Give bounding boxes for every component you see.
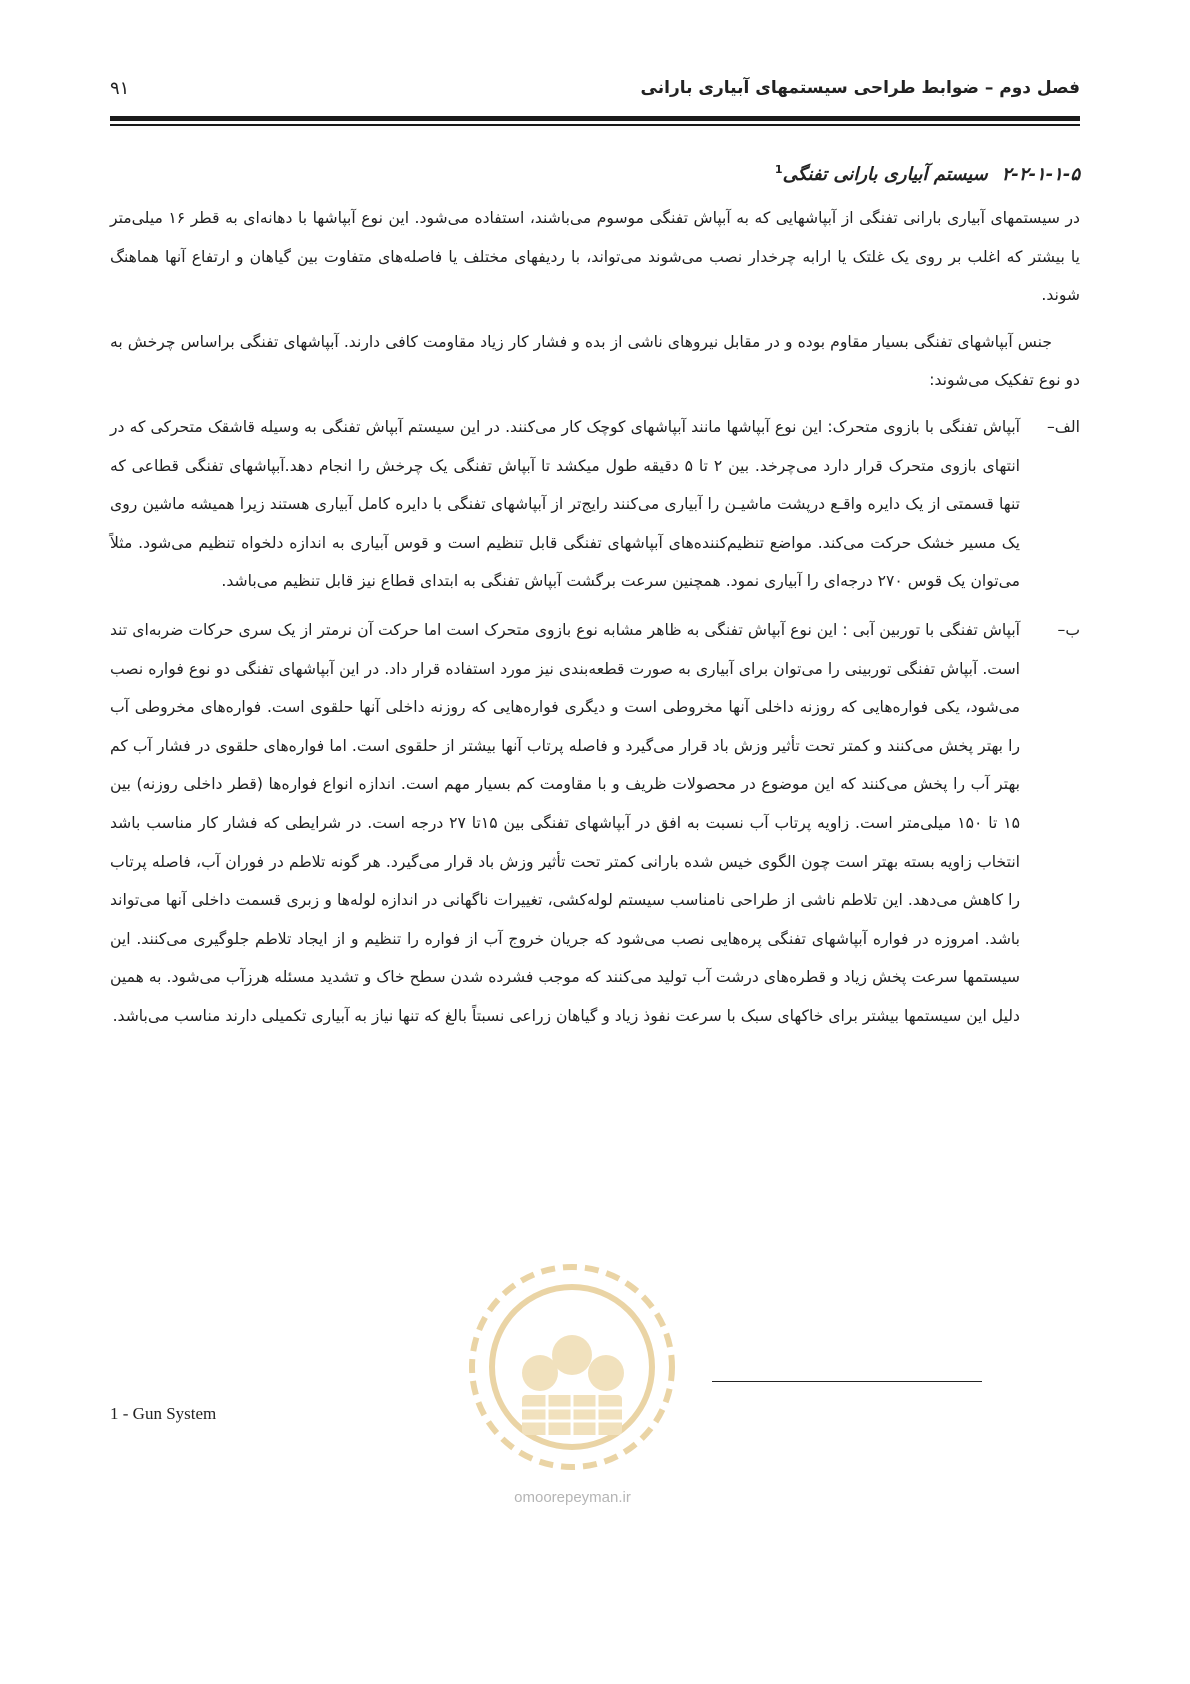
- section-heading: [110, 150, 1080, 195]
- footnote-reference: 1: [774, 163, 783, 176]
- omoorepeyman-logo-icon: [460, 1255, 685, 1480]
- paragraph: در سیستمهای آبیاری بارانی تفنگی از آبپاشهایی که به آبپاش تفنگی موسوم می‌باشند، استفاده می‌شود. این نوع آبپاشها با دهانه‌ای به قطر ۱۶ میلی‌متر یا بیشتر که اغلب بر روی یک غلتک یا ارابه چرخدار نصب می‌شوند می‌تواند، با ردیفهای مختلف یا فاصله‌های متفاوت بین گیاهان و ارتفاع آنها هماهنگ شوند.: [110, 209, 1080, 305]
- section-title: سیستم آبیاری بارانی تفنگی: [782, 164, 988, 185]
- list-item-marker: الف–: [1046, 417, 1080, 436]
- list-item-text: آبپاش تفنگی با بازوی متحرک: این نوع آبپاشها مانند آبپاشهای کوچک کار می‌کنند. در این سیستم آبپاش تفنگی به وسیله قاشقک متحرکی که در انتهای بازوی متحرک قرار دارد می‌چرخد. بین ۲ تا ۵ دقیقه طول میکشد تا آبپاش تفنگی یک چرخش را انجام دهد.آبپاشهای تفنگی قطاعی که تنها قسمتی از یک دایره واقـع درپشت ماشیـن را آبیاری می‌کنند رایج‌تر از آبپاشهای تفنگی با دایره کامل آبیاری هستند زیرا همیشه ماشین روی یک مسیر خشک حرکت می‌کند. مواضع تنظیم‌کننده‌های آبپاشهای تفنگی قابل تنظیم است و قوس آبیاری به اندازه دلخواه تنظیم می‌شود. مثلاً می‌توان یک قوس ۲۷۰ درجه‌ای را آبیاری نمود. همچنین سرعت برگشت آبپاش تفنگی به ابتدای قطاع نیز قابل تنظیم می‌باشد.: [110, 417, 1021, 591]
- footnote-rule: [712, 1381, 982, 1382]
- section-number: ۲-۲-۱-۱-۵: [1001, 164, 1080, 185]
- list-item: [110, 408, 1080, 601]
- list-item-marker: ب–: [1057, 620, 1080, 639]
- list-item-text: آبپاش تفنگی با توربین آبی : این نوع آبپاش تفنگی به ظاهر مشابه نوع بازوی متحرک است اما حرکت آن نرمتر از یک سری حرکات ضربه‌ای تند است. آبپاش تفنگی توربینی را می‌توان برای آبیاری به صورت قطعه‌بندی نیز مورد استفاده قرار داد. در این آبپاشهای تفنگی دو نوع فواره نصب می‌شود، یکی فواره‌هایی که روزنه داخلی آنها مخروطی است و دیگری فواره‌هایی که روزنه داخلی آنها حلقوی است. فواره‌های مخروطی آب را بهتر پخش می‌کنند و کمتر تحت تأثیر وزش باد قرار می‌گیرد و فاصله پرتاب آنها بیشتر از حلقوی است. اما فواره‌های حلقوی در فشار آب کم بهتر آب را پخش می‌کنند که این موضوع در محصولات ظریف و با مقاومت کم بسیار مهم است. اندازه انواع فواره‌ها (قطر داخلی روزنه) بین ۱۵ تا ۱۵۰ میلی‌متر است. زاویه پرتاب آب نسبت به افق در آبپاشهای تفنگی بین ۱۵تا ۲۷ درجه است. در شرایطی که فشار کار مناسب باشد انتخاب زاویه بسته بهتر است چون الگوی خیس شده بارانی کمتر تحت تأثیر وزش باد قرار می‌گیرد. هر گونه تلاطم در فوران آب، فاصله پرتاب را کاهش می‌دهد. این تلاطم ناشی از طراحی نامناسب سیستم لوله‌کشی، تغییرات ناگهانی در اندازه لوله‌ها و زبری قسمت داخلی آنها می‌تواند باشد. امروزه در فواره آبپاشهای تفنگی پره‌هایی نصب می‌شود که جریان خروج آب از فواره را تنظیم و از ایجاد تلاطم جلوگیری می‌کنند. این سیستمها سرعت پخش زیاد و قطره‌های درشت آب تولید می‌کنند که موجب فشرده شدن سطح خاک و تشدید مسئله هرزآب می‌شود. به همین دلیل این سیستمها بیشتر برای خاکهای سبک با سرعت نفوذ زیاد و گیاهان زراعی نسبتاً بالغ که تنها نیاز به آبیاری تکمیلی دارند مناسب می‌باشد.: [110, 620, 1020, 1025]
- list-item: [110, 611, 1080, 1036]
- header-rule-thin: [110, 124, 1080, 126]
- header-rule-thick: [110, 116, 1080, 121]
- paragraph: جنس آبپاشهای تفنگی بسیار مقاوم بوده و در مقابل نیروهای ناشی از بده و فشار کار زیاد مقاومت کافی دارند. آبپاشهای تفنگی براساس چرخش به دو نوع تفکیک می‌شوند:: [110, 332, 1080, 390]
- page-header: [110, 68, 1080, 108]
- main-content: [110, 150, 1080, 1045]
- watermark-url: omoorepeyman.ir: [514, 1489, 631, 1506]
- footnote: 1 - Gun System: [110, 1404, 217, 1423]
- chapter-title: فصل دوم – ضوابط طراحی سیستمهای آبیاری بارانی: [640, 78, 1080, 98]
- page-number: ۹۱: [110, 77, 130, 99]
